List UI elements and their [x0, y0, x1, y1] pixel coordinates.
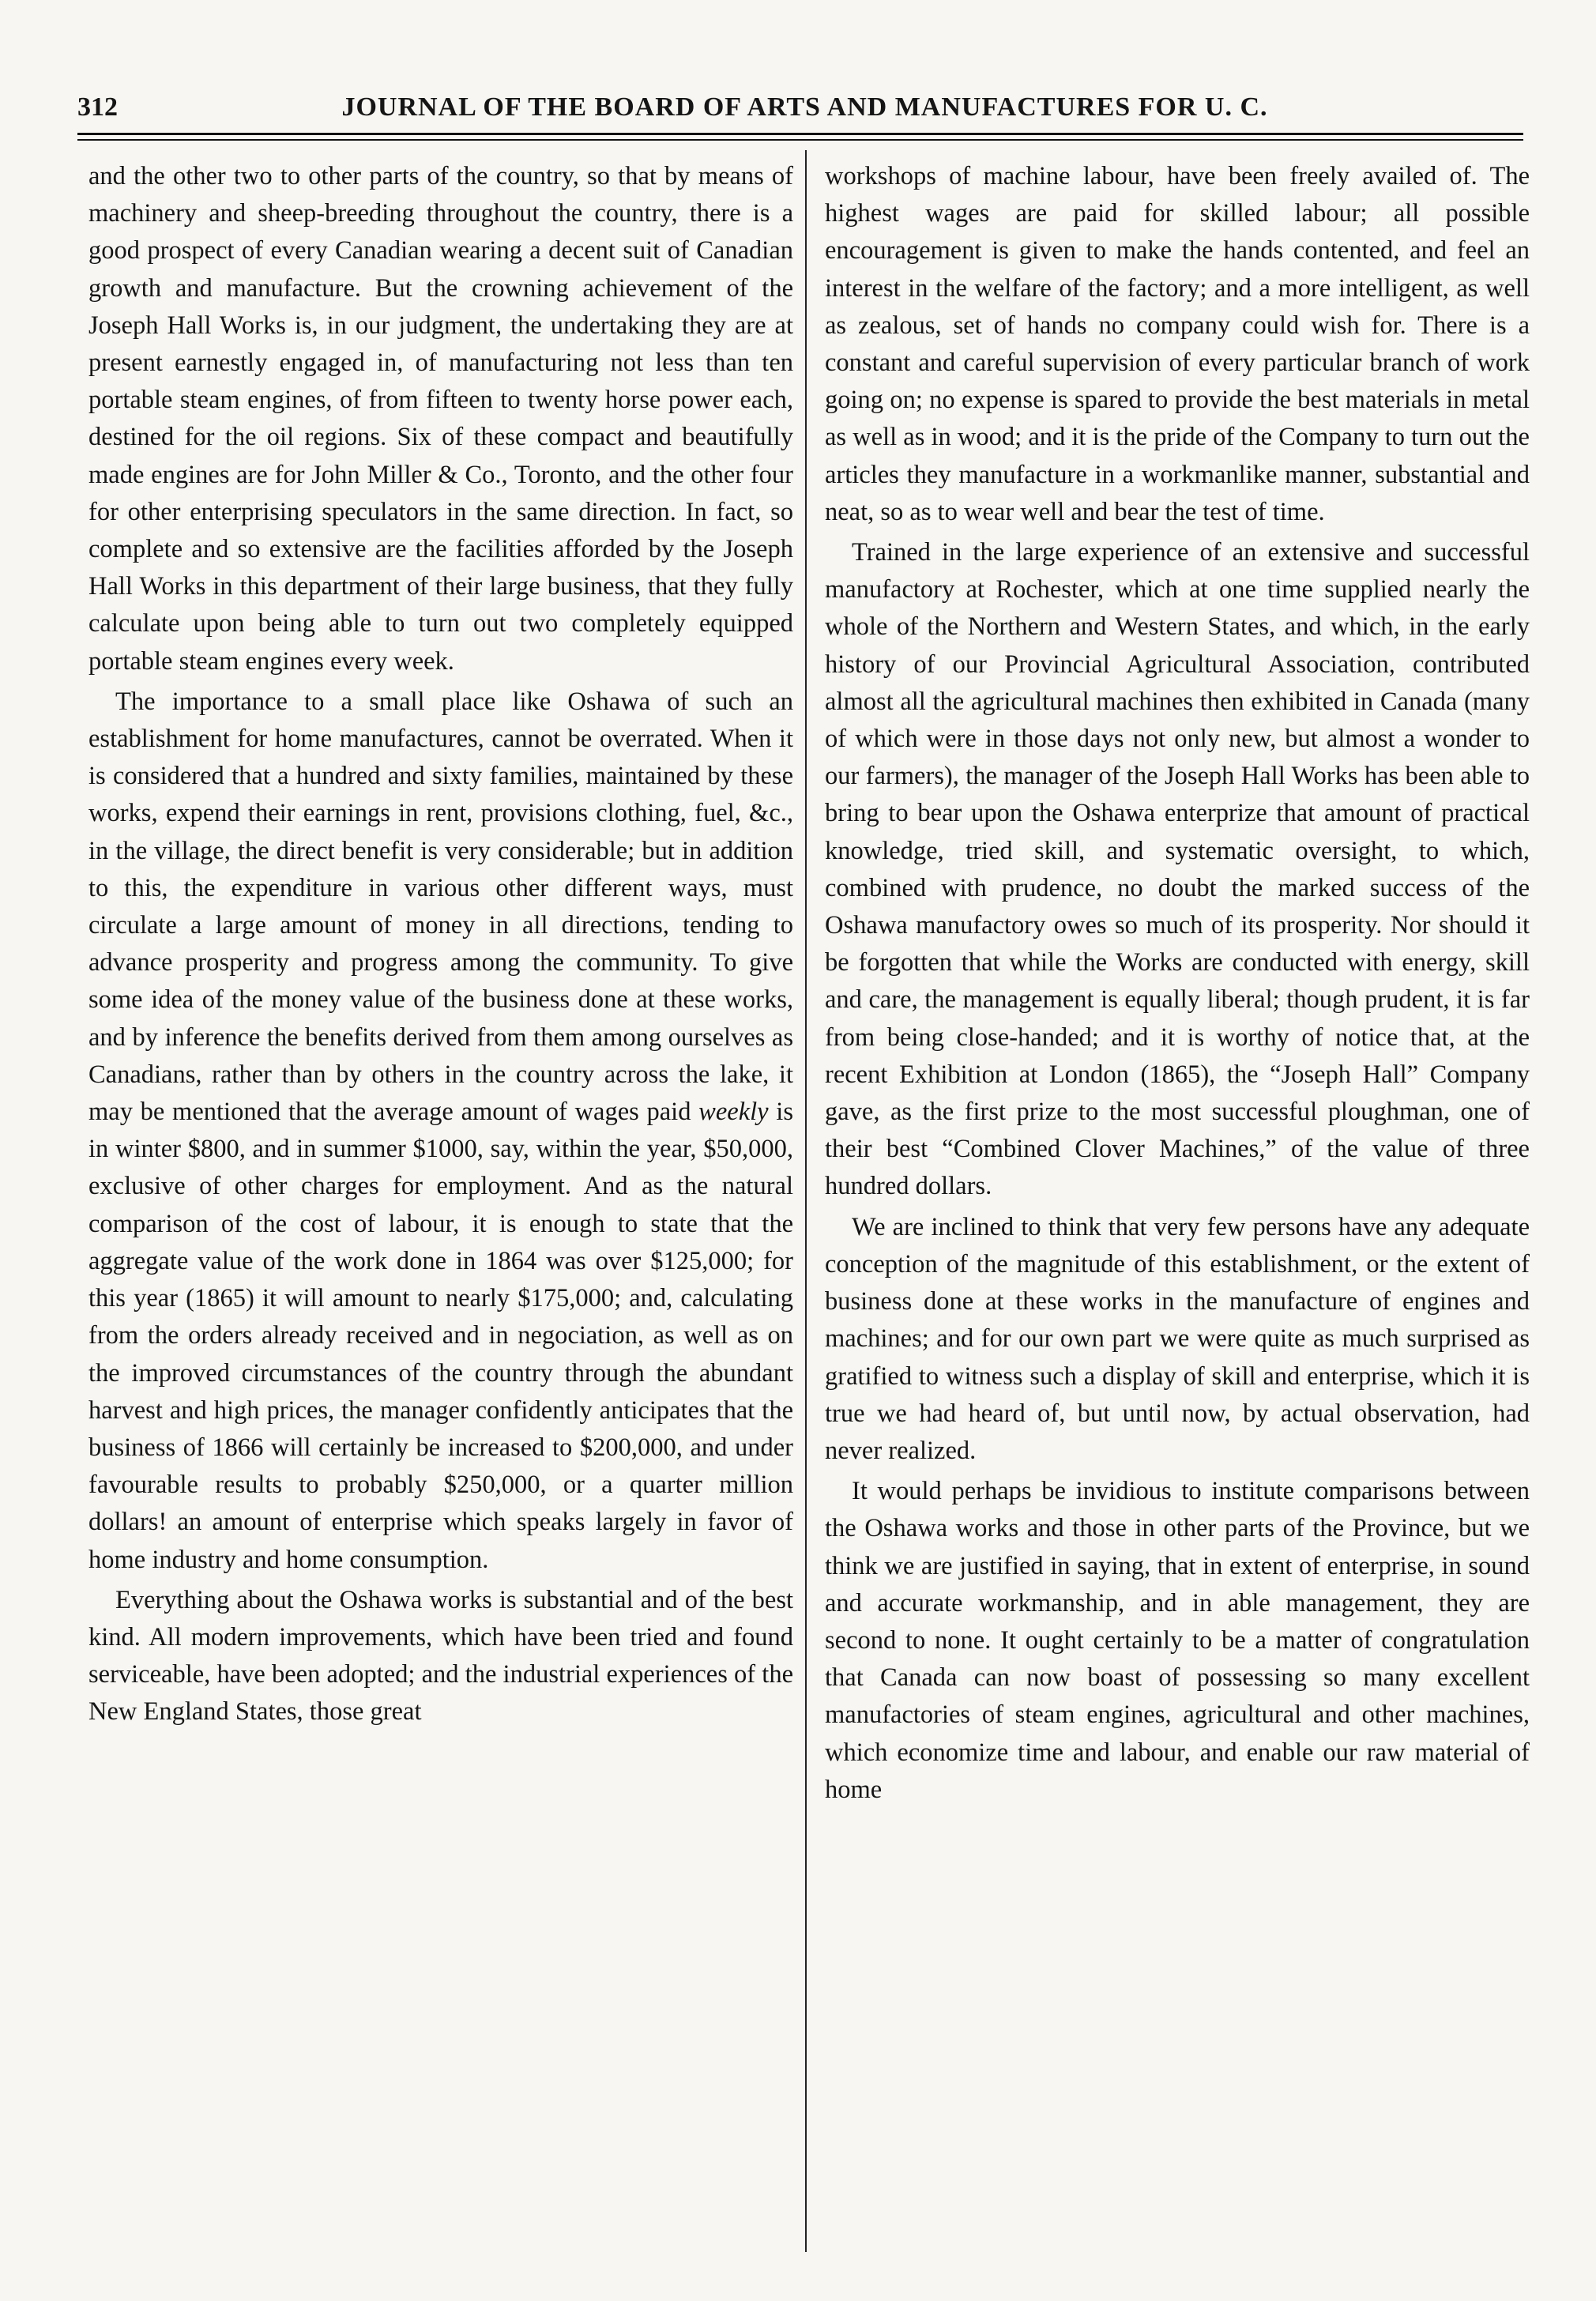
page-header	[77, 84, 1523, 131]
paragraph: The importance to a small place like Oshawa of such an establishment for home manufactures, cannot be overrated. When it is considered that a hundred and sixty families, maintained by these works, expend their earnings in rent, provisions clothing, fuel, &c., in the village, the direct benefit is very considerable; but in addition to this, the expenditure in various other different ways, must circulate a large amount of money in all directions, tending to advance prosperity and progress among the community. To give some idea of the money value of the business done at these works, and by inference the benefits derived from them among ourselves as Canadians, rather than by others in the country across the lake, it may be mentioned that the average amount of wages paid weekly is in winter $800, and in summer $1000, say, within the year, $50,000, exclusive of other charges for employment. And as the natural comparison of the cost of labour, it is enough to state that the aggregate value of the work done in 1864 was over $125,000; for this year (1865) it will amount to nearly $175,000; and, calculating from the orders already received and in negociation, as well as on the improved circumstances of the country through the abundant harvest and high prices, the manager confidently anticipates that the business of 1866 will certainly be increased to $200,000, and under favourable results to probably $250,000, or a quarter million dollars! an amount of enterprise which speaks largely in favor of home industry and home consumption.	[88, 687, 793, 1574]
paragraph: We are inclined to think that very few persons have any adequate conception of the magnitude of this establishment, or the extent of business done at these works in the manufacture of engines and machines; and for our own part we were quite as much surprised as gratified to witness such a display of skill and enterprise, which it is true we had heard of, but until now, by actual observation, had never realized.	[825, 1212, 1530, 1465]
paragraph: and the other two to other parts of the country, so that by means of machinery and sheep-breeding throughout the country, there is a good prospect of every Canadian wearing a decent suit of Canadian growth and manufacture. But the crowning achievement of the Joseph Hall Works is, in our judgment, the undertaking they are at present earnestly engaged in, of manufacturing not less than ten portable steam engines, of from fifteen to twenty horse power each, destined for the oil regions. Six of these compact and beautifully made engines are for John Miller & Co., Toronto, and the other four for other enterprising speculators in the same direction. In fact, so complete and so extensive are the facilities afforded by the Joseph Hall Works in this department of their large business, that they fully calculate upon being able to turn out two completely equipped portable steam engines every week.	[88, 162, 793, 676]
paragraph: workshops of machine labour, have been freely availed of. The highest wages are paid for skilled labour; all possible encouragement is given to make the hands contented, and feel an interest in the welfare of the factory; and a more intelligent, as well as zealous, set of hands no company could wish for. There is a constant and careful supervision of every particular branch of work going on; no expense is spared to provide the best materials in metal as well as in wood; and it is the pride of the Company to turn out the articles they manufacture in a workmanlike manner, substantial and neat, so as to wear well and bear the test of time.	[825, 162, 1530, 526]
left-column	[88, 158, 793, 2252]
right-column	[825, 158, 1530, 2252]
running-title: JOURNAL OF THE BOARD OF ARTS AND MANUFACTURES FOR U. C.	[341, 92, 1268, 122]
paragraph: Trained in the large experience of an extensive and successful manufactory at Rochester, which at one time supplied nearly the whole of the Northern and Western States, and which, in the early history of our Provincial Agricultural Association, contributed almost all the agricultural machines then exhibited in Canada (many of which were in those days not only new, but almost a wonder to our farmers), the manager of the Joseph Hall Works has been able to bring to bear upon the Oshawa enterprize that amount of practical knowledge, tried skill, and systematic oversight, to which, combined with prudence, no doubt the marked success of the Oshawa manufactory owes so much of its prosperity. Nor should it be forgotten that while the Works are conducted with energy, skill and care, the management is equally liberal; though prudent, it is far from being close-handed; and it is worthy of notice that, at the recent Exhibition at London (1865), the “Joseph Hall” Company gave, as the first prize to the most successful ploughman, one of their best “Combined Clover Machines,” of the value of three hundred dollars.	[825, 538, 1530, 1201]
paragraph: It would perhaps be invidious to institute comparisons between the Oshawa works and those in other parts of the Province, but we think we are justified in saying, that in extent of enterprise, in sound and accurate workmanship, and in able management, they are second to none. It ought certainly to be a matter of congratulation that Canada can now boast of possessing so many excellent manufactories of steam engines, agricultural and other machines, which economize time and labour, and enable our raw material of home	[825, 1477, 1530, 1804]
paragraph: Everything about the Oshawa works is substantial and of the best kind. All modern improvements, which have been tried and found serviceable, have been adopted; and the industrial experiences of the New England States, those great	[88, 1585, 793, 1727]
header-rule-thick	[77, 133, 1523, 135]
header-rule-thin	[77, 139, 1523, 141]
page-number: 312	[77, 92, 118, 122]
emphasis: weekly	[698, 1098, 769, 1127]
column-divider	[805, 150, 807, 2252]
